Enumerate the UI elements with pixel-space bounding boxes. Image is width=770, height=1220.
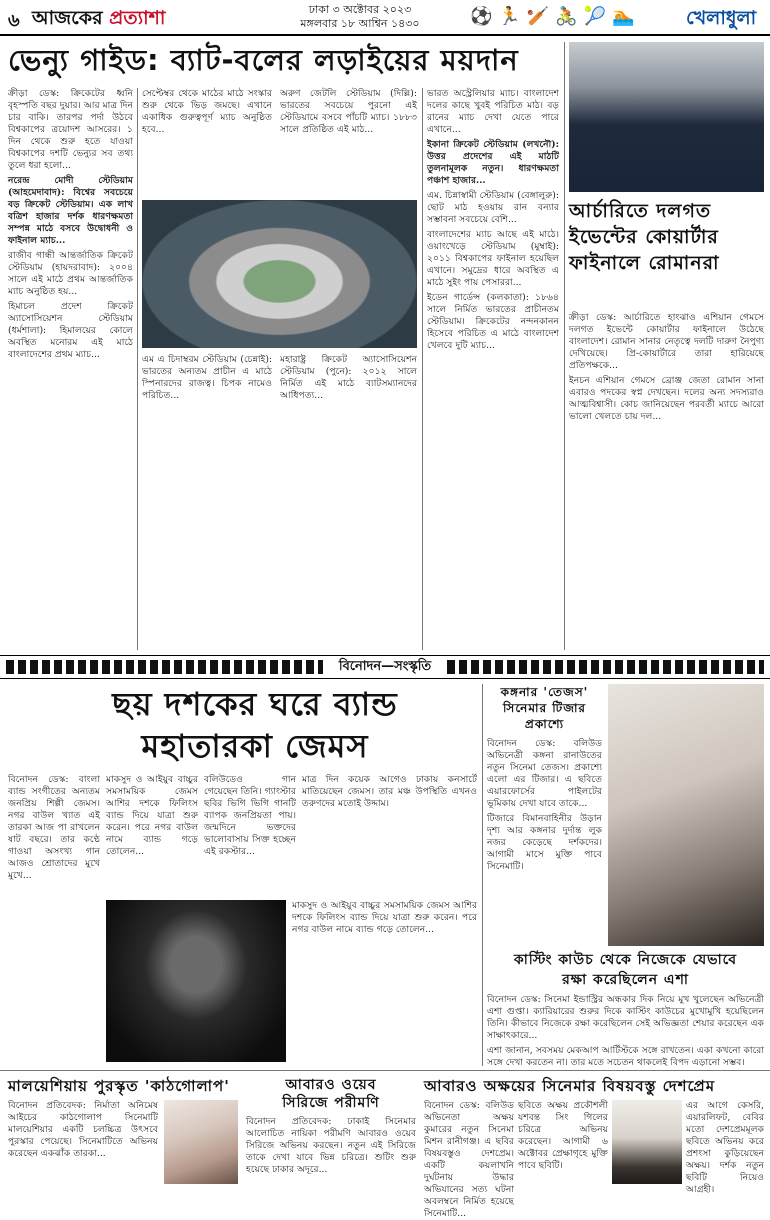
akshay-body-text: বিনোদন ডেস্ক: বলিউড অভিনেতা অক্ষয় কুমারের নতুন সিনেমা মিশন রানীগঞ্জ। এ ছবির বিষয়বস্তুও দেশপ্রেম। একটি কয়লাখনি দুর্ঘটনায় উদ্ধার অভিযানের সত্য ঘটনা অবলম্বনে নির্মিত হয়েছে সিনেমাটি... [424,1100,514,1219]
esha-body [487,994,764,1066]
date-line-2: মঙ্গলবার ১৮ আশ্বিন ১৪৩০ [300,17,420,30]
malaysia-body-text: বিনোদন প্রতিবেদক: নির্মাতা অনিমেষ আইচের কাঠগোলাপ সিনেমাটি মালয়েশিয়ার একটি চলচ্চিত্র উৎসবে পুরস্কার পেয়েছে। সিনেমাটিতে অভিনয় করেছেন একঝাঁক তারকা... [8,1100,158,1159]
archery-body-text: ক্রীড়া ডেস্ক: আর্চারিতে হাংঝাও এশিয়ান গেমসে দলগত ইভেন্টে কোয়ার্টার ফাইনালে উঠেছে বাংলাদেশ। রোমান সানার নেতৃত্বে দলটি দারুণ নৈপুণ্য দেখিয়েছে। প্রি-কোয়ার্টারে তারা হারিয়েছে প্রতিপক্ষকে... [569,312,764,371]
venue-headline: ভেন্যু গাইড: ব্যাট-বলের লড়াইয়ের ময়দান [8,43,519,77]
esha-headline-1: কাস্টিং কাউচ থেকে নিজেকে যেভাবে [513,952,738,968]
akshay-photo [612,1100,682,1184]
james-body-4: মাত্র দিন কয়েক আগেও ঢাকায় কনসার্টে মাতিয়েছেন জেমস। তার মঞ্চ উপস্থিতি এখনও তরুণদের মতোই উদ্দাম। [302,774,477,809]
james-body: বিনোদন ডেস্ক: বাংলা ব্যান্ড সংগীতের অন্যতম জনপ্রিয় শিল্পী জেমস। নগর বাউল খ্যাত এই তারকা আজ পা রাখলেন ষাট বছরে। তার কণ্ঠে গাওয়া অসংখ্য গান আজও শ্রোতাদের মুখে মুখে... [8,774,100,881]
tejas-body [487,738,602,946]
tejas-body-text-2: টিজারে বিমানবাহিনীর উড়ান দৃশ্য আর কঙ্গনার দুর্দান্ত লুক নজর কেড়েছে দর্শকদের। আগামী মাসে মুক্তি পাবে সিনেমাটি। [487,813,602,872]
horizontal-rule [0,1070,770,1071]
entertainment-divider [0,655,770,679]
venue-col1-sub3: হিমাচল প্রদেশ ক্রিকেট অ্যাসোসিয়েশন স্টেডিয়াম (ধর্মশালা): হিমালয়ের কোলে অবস্থিত মনোরম এই মাঠে বাংলাদেশের প্রথম ম্যাচ... [8,301,133,360]
kathgolap-poster [164,1100,238,1184]
venue-col1-sub2: রাজীব গান্ধী আন্তর্জাতিক ক্রিকেট স্টেডিয়াম (হায়দরাবাদ): ২০০৪ সালে এই মাঠে প্রথম আন্তর্জাতিক ম্যাচ অনুষ্ঠিত হয়... [8,250,133,297]
sports-icon-strip [470,2,670,30]
tejas-headline [487,684,602,732]
james-photo [106,900,286,1062]
column-rule [137,88,138,650]
column-rule [422,88,423,650]
esha-body-text-2: এশা জানান, সবসময় মেকআপ আর্টিস্টকে সঙ্গে রাখতেন। একা কখনো কারো সঙ্গে দেখা করতেন না। তার মতে সচেতন থাকলেই বিপদ এড়ানো সম্ভব। [487,1045,764,1068]
venue-col3-sub: মহারাষ্ট্র ক্রিকেট অ্যাসোসিয়েশন স্টেডিয়াম (পুনে): ২০১২ সালে নির্মিত এই মাঠে ব্যাটসম্যানদের আধিপত্য... [280,354,417,401]
esha-photo [608,684,764,946]
james-headline-1: ছয় দশকের ঘরে ব্যান্ড [112,685,398,723]
cricket-icon: 🏏 [526,5,550,27]
page-number: ৬ [8,10,20,31]
venue-col2-sub: অরুণ জেটলি স্টেডিয়াম (দিল্লি): ভারতের সবচেয়ে পুরনো এই স্টেডিয়ামে বসবে পাঁচটি ম্যাচ। ১৮৮৩ সালে প্রতিষ্ঠিত এই মাঠ... [280,88,417,135]
archers-photo [569,42,764,192]
webseries-headline-1: আবারও ওয়েব [285,1077,377,1093]
james-headline-2: মহাতারকা জেমস [141,727,369,765]
paper-title: প্রত্যাশা [109,7,166,29]
esha-headline-2: রক্ষা করেছিলেন এশা [562,972,689,988]
archery-body [569,312,764,650]
archery-headline: আর্চারিতে দলগত ইভেন্টের কোয়ার্টার ফাইনালে রোমানরা [569,200,720,274]
venue-col2-top-text: সেপ্টেম্বর থেকে মাঠের মাঠে সংস্কার শুরু থেকে ভিড় জমছে। এখানে একাধিক গুরুত্বপূর্ণ ম্যাচ অনুষ্ঠিত হবে... [142,88,272,135]
masthead [0,0,770,36]
james-col-1 [8,774,100,1066]
cyclist-icon: 🚴 [555,5,578,27]
film-strip-left [6,660,323,674]
james-col-5 [292,900,477,1066]
webseries-body [246,1116,416,1184]
james-body-3: বলিউডেও গান গেয়েছেন তিনি। গ্যাংস্টার ছবির ভিগি ভিগি গানটি ব্যাপক জনপ্রিয়তা পায়। জন্মদিনে ভক্তদের ভালোবাসায় সিক্ত হচ্ছেন এই রকস্টার... [204,774,296,857]
football-icon: ⚽ [470,5,493,27]
column-rule [564,42,565,650]
malaysia-body [8,1100,158,1184]
akshay-headline: আবারও অক্ষয়ের সিনেমার বিষয়বস্তু দেশপ্রেম [424,1077,716,1095]
akshay-body-text-3: এর আগে কেসরি, এয়ারলিফট, বেবির মতো দেশপ্রেমমূলক ছবিতে অভিনয় করে প্রশংসা কুড়িয়েছেন অক্ষয়। দর্শক নতুন ছবিটি নিয়েও আগ্রহী। [686,1100,764,1195]
section-title: খেলাধুলা [686,7,757,29]
venue-column-1 [8,88,133,650]
venue-col1-text: ক্রীড়া ডেস্ক: ক্রিকেটের ধ্বনি বৃহস্পতি বছর দুয়ার। আর মাত্র দিন চার বাকি। তারপর পর্দা উঠবে বিশ্বকাপের ত্রয়োদশ আসরের। ১ দিন থেকে শুরু হতে যাওয়া বিশ্বকাপের দশটি ভেন্যুর সব তথ্য তুলে ধরা হলো... [8,88,133,171]
divider-title: বিনোদন—সংস্কৃতি [329,657,441,678]
akshay-body-text-2: ছবিতে অক্ষয় প্রকৌশলী যশবন্ত সিং গিলের চরিত্রে অভিনয় করেছেন। আগামী ৬ অক্টোবর প্রেক্ষাগৃহে মুক্তি পাবে ছবিটি। [518,1100,608,1171]
venue-col3-sub3: এম. চিন্নাস্বামী স্টেডিয়াম (বেঙ্গালুরু): ছোট মাঠ হওয়ায় রান বন্যার সম্ভাবনা সবচেয়ে বেশি... [427,190,559,225]
malaysia-headline: মালয়েশিয়ায় পুরস্কৃত 'কাঠগোলাপ' [8,1077,230,1095]
akshay-body [424,1100,514,1219]
james-col-4 [302,774,477,894]
esha-headline [487,950,764,990]
tejas-headline-1: কঙ্গনার 'তেজস' [500,685,589,699]
venue-column-2b-bottom [280,354,417,650]
column-rule [482,684,483,1066]
james-body-2: মাকসুদ ও আইয়ুব বাচ্চুর সমসাময়িক জেমস আশির দশকে ফিলিংস ব্যান্ড দিয়ে যাত্রা শুরু করেন। পরে নগর বাউল নামে ব্যান্ড গড়ে তোলেন... [106,774,198,857]
akshay-body-2 [518,1100,608,1184]
archery-body-text-2: ইনচন এশিয়ান গেমসে ব্রোঞ্জ জেতা রোমান সানা এবারও পদকের স্বপ্ন দেখছেন। দলের অন্য সদস্যরাও আত্মবিশ্বাসী। কোচ জানিয়েছেন পরবর্তী ম্যাচে আরো ভালো খেলতে চায় দল... [569,375,764,422]
akshay-body-3 [686,1100,764,1195]
venue-column-2-bottom [142,354,272,650]
james-body-5: মাকসুদ ও আইয়ুব বাচ্চুর সমসাময়িক জেমস আশির দশকে ফিলিংস ব্যান্ড দিয়ে যাত্রা শুরু করেন। পরে নগর বাউল নামে ব্যান্ড গড়ে তোলেন... [292,900,477,935]
venue-col4-text: বাংলাদেশের ম্যাচ আছে এই মাঠে। ওয়াংখেড়ে স্টেডিয়াম (মুম্বাই): ২০১১ বিশ্বকাপের ফাইনাল হয়েছিল এখানে। সমুদ্রের ধারে অবস্থিত এ মাঠে সুইং পায় পেসাররা... [427,229,559,288]
james-col-2 [106,774,198,894]
paper-name [32,4,165,36]
venue-col1-sub: নরেন্দ্র মোদী স্টেডিয়াম (আহমেদাবাদ): বিশ্বের সবচেয়ে বড় ক্রিকেট স্টেডিয়াম। এক লাখ বত্রিশ হাজার দর্শক ধারণক্ষমতা সম্পন্ন মাঠে বসবে উদ্বোধনী ও ফাইনাল ম্যাচ... [8,175,133,246]
venue-col3-text: ভারত অস্ট্রেলিয়ার ম্যাচ। বাংলাদেশ দলের কাছে খুবই পরিচিত মাঠ। বড় রানের ম্যাচ দেখা যেতে পারে এখানে... [427,88,559,135]
runner-icon: 🏃 [498,5,521,27]
date-line-1: ঢাকা ৩ অক্টোবর ২০২৩ [308,3,412,16]
film-strip-right [447,660,764,674]
venue-col2-sub2: এম এ চিদাম্বরম স্টেডিয়াম (চেন্নাই): ভারতের অন্যতম প্রাচীন এ মাঠে স্পিনারদের রাজত্ব। চিপক নামেও পরিচিত... [142,354,272,401]
swimmer-icon: 🏊 [612,5,635,27]
venue-col4-sub: ইডেন গার্ডেন্স (কলকাতা): ১৮৬৪ সালে নির্মিত ভারতের প্রাচীনতম স্টেডিয়াম। ক্রিকেটের নন্দনকানন হিসেবে পরিচিত এ মাঠে বাংলাদেশ খেলবে দুটি ম্যাচ... [427,292,559,351]
james-col-3 [204,774,296,894]
tejas-headline-2: সিনেমার টিজার [502,701,587,715]
venue-column-3 [427,88,559,650]
venue-col3-sub2: ইকানা ক্রিকেট স্টেডিয়াম (লখনৌ): উত্তর প্রদেশের এই মাঠটি তুলনামূলক নতুন। ধারণক্ষমতা পঞ্চাশ হাজার... [427,139,559,186]
tejas-headline-3: প্রকাশ্যে [524,717,565,731]
tejas-body-text: বিনোদন ডেস্ক: বলিউড অভিনেত্রী কঙ্গনা রানাউতের নতুন সিনেমা তেজস। প্রকাশ্যে এলো এর টিজার। এ ছবিতে এয়ারফোর্সের পাইলটের ভূমিকায় দেখা যাবে তাকে... [487,738,602,809]
venue-column-2-top [142,88,272,196]
venue-column-2b-top [280,88,417,196]
tennis-icon: 🎾 [583,5,607,27]
stadium-photo [142,200,417,348]
webseries-headline [246,1076,416,1112]
webseries-headline-2: সিরিজে পরীমণি [282,1095,380,1111]
dateline [300,3,420,31]
webseries-body-text: বিনোদন প্রতিবেদক: ঢাকাই সিনেমার আলোচিত নায়িকা পরীমণি আবারও ওয়েব সিরিজে অভিনয় করছেন। নতুন এই সিরিজে তাকে দেখা যাবে ভিন্ন চরিত্রে। শুটিং শুরু হয়েছে ঢাকার অদূরে... [246,1116,416,1175]
esha-body-text: বিনোদন ডেস্ক: সিনেমা ইন্ডাস্ট্রির অন্ধকার দিক নিয়ে মুখ খুলেছেন অভিনেত্রী এশা গুপ্তা। ক্যারিয়ারের শুরুর দিকে কাস্টিং কাউচের মুখোমুখি হয়েছিলেন তিনি। কীভাবে নিজেকে রক্ষা করেছিলেন সেই অভিজ্ঞতা শেয়ার করেছেন এক সাক্ষাৎকারে... [487,994,764,1041]
paper-prefix: আজকের [32,7,103,29]
